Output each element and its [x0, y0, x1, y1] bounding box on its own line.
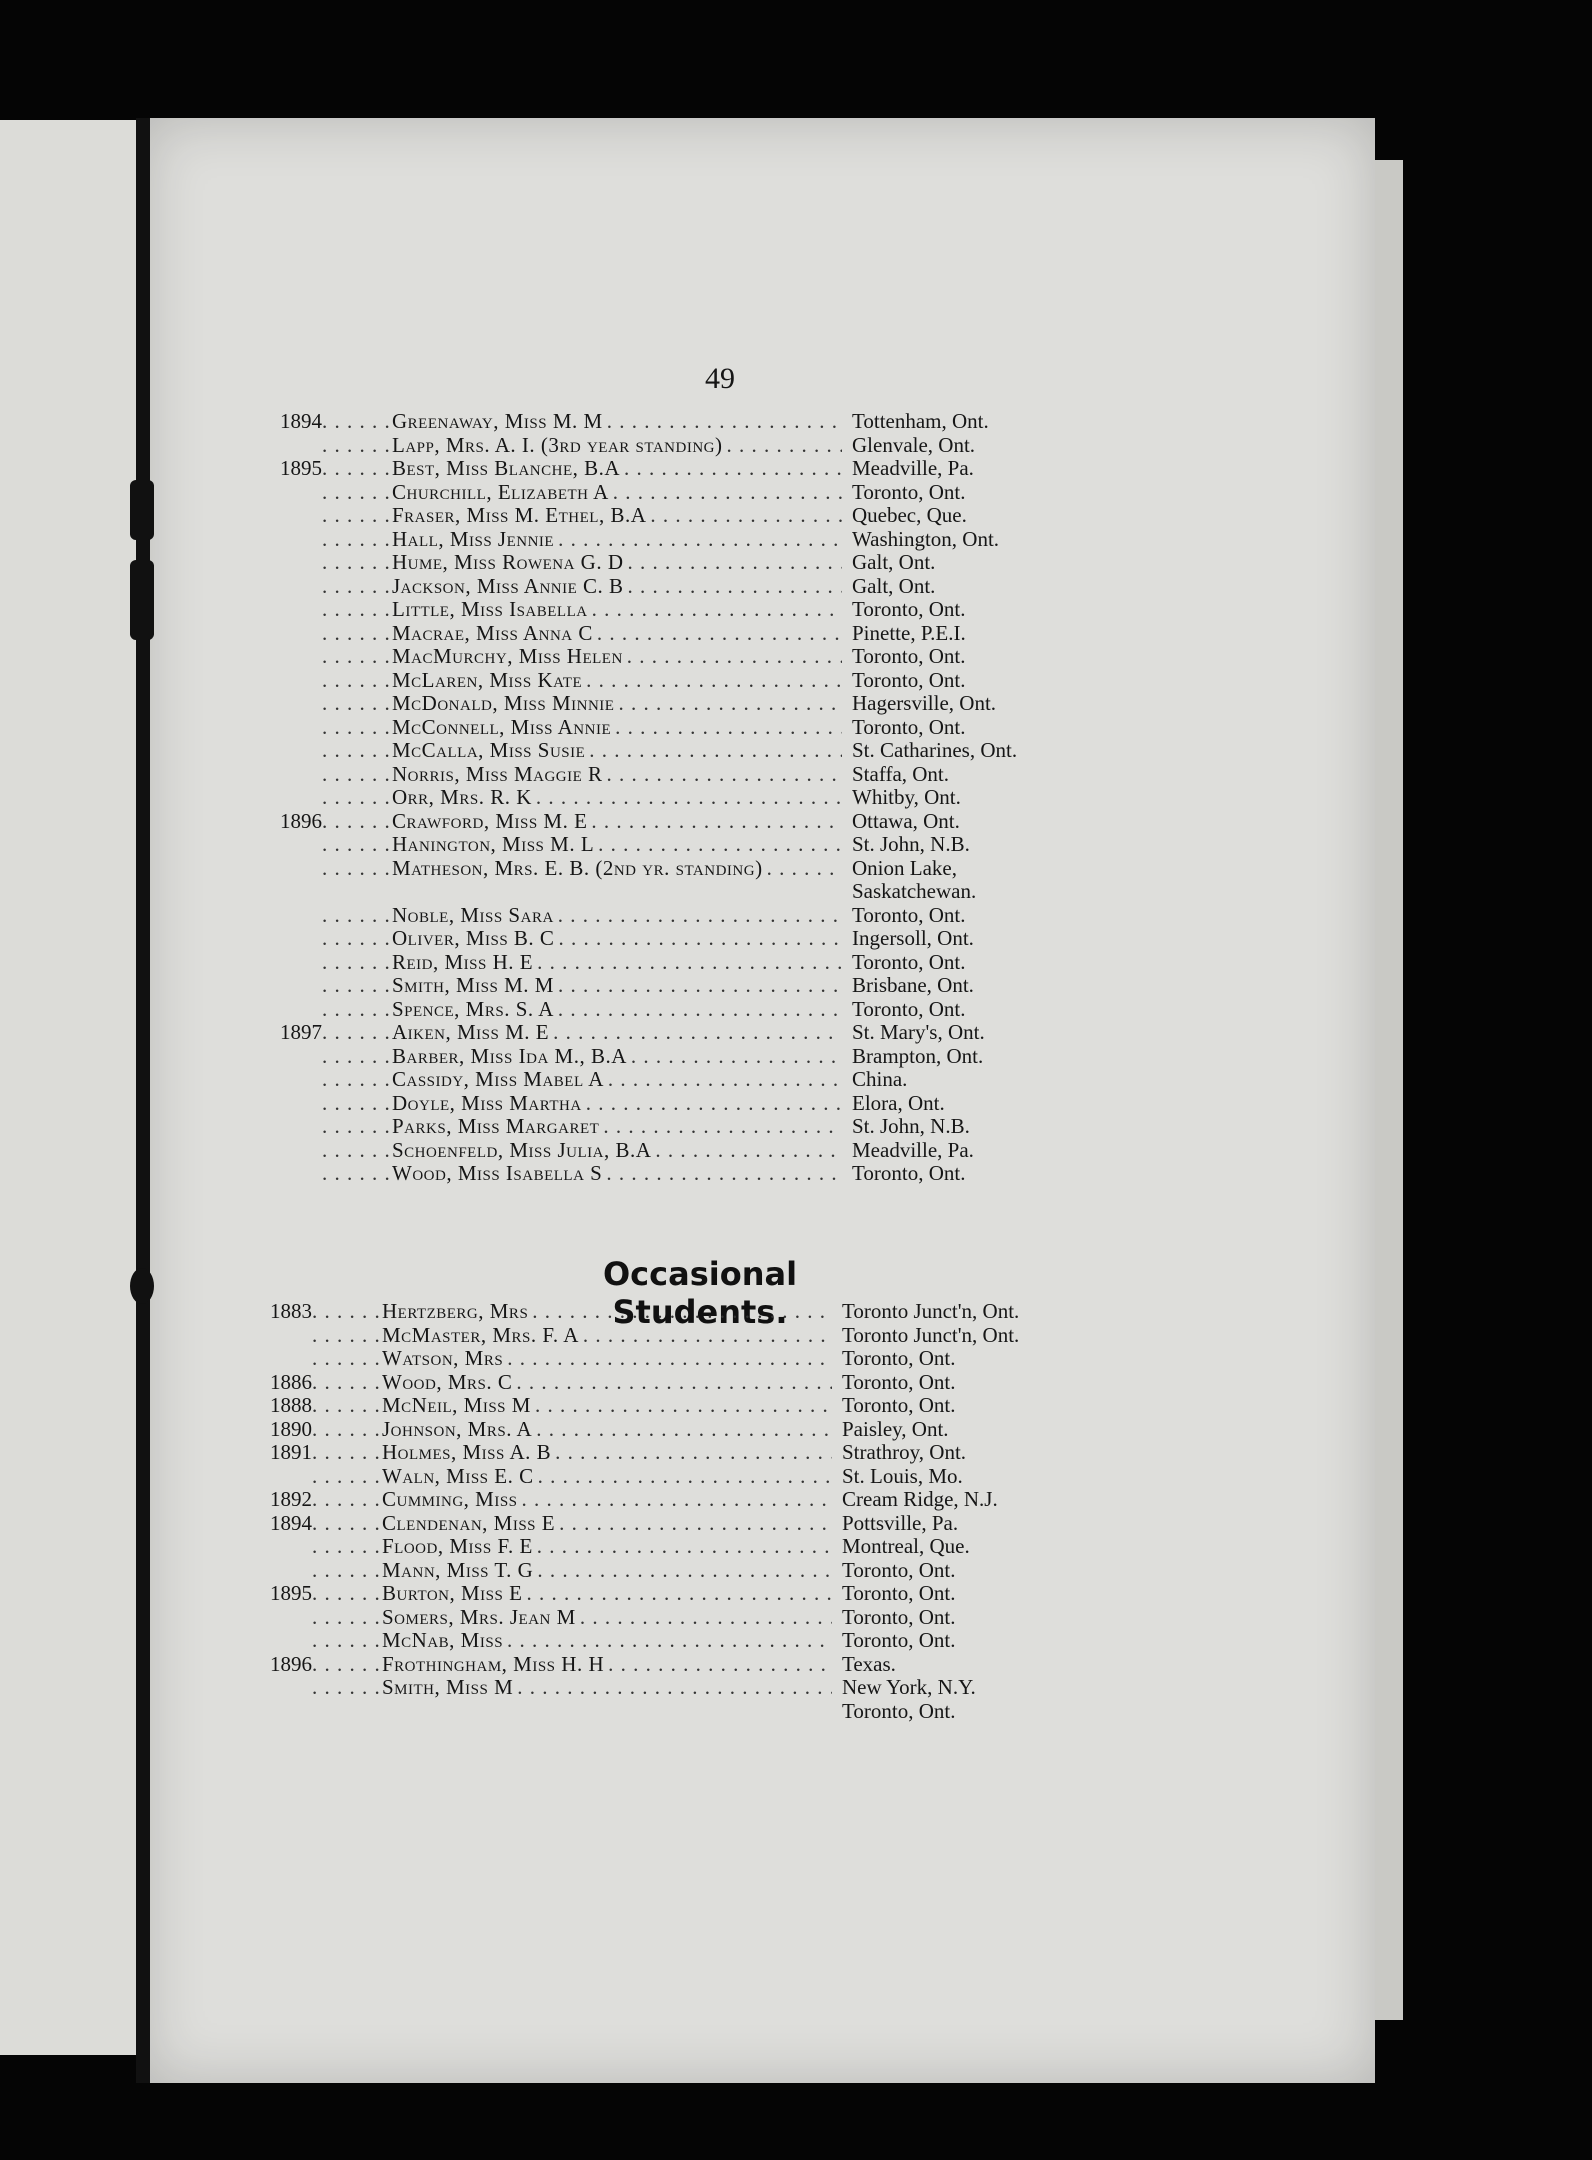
leader-dots: [322, 1092, 392, 1116]
list-item: [272, 974, 1092, 998]
entry-name: Johnson, Mrs. A: [382, 1416, 533, 1441]
leader-dots: [594, 833, 842, 857]
occasional-student-list: [262, 1300, 1082, 1723]
leader-dots: [602, 1162, 842, 1186]
entry-name: Macrae, Miss Anna C: [392, 620, 593, 645]
leader-dots: [551, 1441, 832, 1465]
entry-name: Spence, Mrs. S. A: [392, 996, 554, 1021]
list-item: [272, 669, 1092, 693]
entry-name: Lapp, Mrs. A. I. (3rd year standing): [392, 432, 723, 457]
list-item: [272, 622, 1092, 646]
entry-place: Cream Ridge, N.J.: [842, 1487, 998, 1511]
leader-dots: [322, 739, 392, 763]
entry-year: 1892: [270, 1487, 312, 1511]
list-item: [262, 1300, 1082, 1324]
entry-name: Little, Miss Isabella: [392, 597, 588, 621]
leader-dots: [322, 528, 392, 552]
entry-name: McLaren, Miss Kate: [392, 667, 583, 692]
leader-dots: [312, 1371, 382, 1395]
leader-dots: [554, 904, 842, 928]
entry-place: China.: [852, 1067, 908, 1091]
leader-dots: [554, 974, 842, 998]
leader-dots: [312, 1418, 382, 1442]
entry-name: Cumming, Miss: [382, 1487, 518, 1511]
leader-dots: [593, 622, 842, 646]
leader-dots: [579, 1324, 832, 1348]
entry-place: Elora, Ont.: [852, 1090, 945, 1115]
leader-dots: [585, 739, 842, 763]
leader-dots: [322, 810, 392, 834]
list-item: [272, 904, 1092, 928]
entry-name: Wood, Mrs. C: [382, 1369, 513, 1394]
entry-name: McDonald, Miss Minnie: [392, 691, 615, 715]
list-item: [262, 1371, 1082, 1395]
entry-name: Smith, Miss M: [382, 1675, 514, 1699]
leader-dots: [722, 434, 842, 458]
entry-name: Churchill, Elizabeth A: [392, 479, 609, 504]
leader-dots: [603, 763, 842, 787]
entry-place: Toronto, Ont.: [842, 1698, 956, 1723]
leader-dots: [322, 763, 392, 787]
list-item: [262, 1629, 1082, 1653]
entry-year: 1888: [270, 1393, 312, 1417]
leader-dots: [513, 1676, 832, 1700]
entry-place: Toronto, Ont.: [842, 1557, 956, 1582]
list-item: [262, 1582, 1082, 1606]
entry-place: Toronto, Ont.: [852, 902, 966, 927]
entry-name: Watson, Mrs: [382, 1346, 504, 1370]
leader-dots: [322, 410, 392, 434]
entry-year: 1895: [280, 456, 322, 480]
entry-year: 1896: [280, 808, 322, 833]
list-item: [272, 528, 1092, 552]
leader-dots: [512, 1371, 832, 1395]
entry-place: Toronto, Ont.: [852, 949, 966, 974]
entry-name: Barber, Miss Ida M., B.A: [392, 1043, 627, 1068]
entry-place: Hagersville, Ont.: [852, 691, 997, 715]
list-item: [262, 1347, 1082, 1371]
entry-name: Hertzberg, Mrs: [382, 1299, 529, 1323]
list-item: [272, 645, 1092, 669]
entry-place: Tottenham, Ont.: [852, 409, 989, 433]
list-item: [262, 1700, 1082, 1724]
leader-dots: [623, 645, 842, 669]
entry-place: Toronto, Ont.: [852, 479, 966, 504]
entry-name: Schoenfeld, Miss Julia, B.A: [392, 1137, 652, 1162]
leader-dots: [322, 1162, 392, 1186]
entry-place: Saskatchewan.: [852, 879, 977, 903]
entry-place: Pottsville, Pa.: [842, 1510, 959, 1535]
entry-year: 1897: [280, 1020, 322, 1044]
entry-name: Wood, Miss Isabella S: [392, 1161, 603, 1185]
leader-dots: [528, 1300, 832, 1324]
entry-year: 1894: [270, 1510, 312, 1535]
leader-dots: [534, 1465, 832, 1489]
list-item: [272, 481, 1092, 505]
list-item: [272, 857, 1092, 881]
leader-dots: [322, 716, 392, 740]
leader-dots: [312, 1300, 382, 1324]
leader-dots: [322, 857, 392, 881]
leader-dots: [603, 410, 842, 434]
entry-name: Hanington, Miss M. L: [392, 832, 595, 856]
leader-dots: [620, 457, 842, 481]
leader-dots: [322, 504, 392, 528]
list-item: [272, 1021, 1092, 1045]
leader-dots: [312, 1606, 382, 1630]
leader-dots: [533, 1535, 832, 1559]
entry-year: 1883: [270, 1299, 312, 1323]
leader-dots: [604, 1653, 832, 1677]
list-item: [272, 410, 1092, 434]
list-item: [262, 1512, 1082, 1536]
list-item: [272, 598, 1092, 622]
entry-name: Smith, Miss M. M: [392, 973, 554, 997]
list-item: [272, 998, 1092, 1022]
leader-dots: [533, 1559, 832, 1583]
entry-place: Toronto, Ont.: [842, 1393, 956, 1417]
entry-place: Toronto, Ont.: [842, 1604, 956, 1629]
entry-year: 1886: [270, 1369, 312, 1394]
entry-place: Ingersoll, Ont.: [852, 926, 974, 950]
entry-name: Burton, Miss E: [382, 1581, 523, 1605]
entry-name: Cassidy, Miss Mabel A: [392, 1067, 604, 1091]
entry-place: Toronto, Ont.: [852, 644, 966, 668]
leader-dots: [582, 669, 842, 693]
entry-place: Galt, Ont.: [852, 573, 936, 598]
entry-place: St. Mary's, Ont.: [852, 1020, 985, 1044]
entry-name: Frothingham, Miss H. H: [382, 1651, 605, 1676]
entry-name: McNeil, Miss M: [382, 1393, 531, 1417]
leader-dots: [322, 1115, 392, 1139]
leader-dots: [322, 951, 392, 975]
leader-dots: [533, 951, 842, 975]
leader-dots: [322, 551, 392, 575]
entry-name: Fraser, Miss M. Ethel, B.A: [392, 503, 647, 527]
leader-dots: [518, 1488, 832, 1512]
leader-dots: [611, 716, 842, 740]
leader-dots: [646, 504, 842, 528]
entry-name: Holmes, Miss A. B: [382, 1440, 552, 1464]
list-item: [272, 551, 1092, 575]
entry-year: 1890: [270, 1416, 312, 1441]
list-item: [272, 1162, 1092, 1186]
list-item: [272, 692, 1092, 716]
leader-dots: [322, 904, 392, 928]
list-item: [272, 786, 1092, 810]
list-item: [262, 1653, 1082, 1677]
entry-name: Somers, Mrs. Jean M: [382, 1604, 576, 1629]
entry-name: Parks, Miss Margaret: [392, 1114, 600, 1138]
list-item: [272, 810, 1092, 834]
leader-dots: [322, 786, 392, 810]
leader-dots: [763, 857, 842, 881]
leader-dots: [322, 434, 392, 458]
leader-dots: [312, 1441, 382, 1465]
entry-place: Toronto, Ont.: [852, 1161, 966, 1185]
list-item: [262, 1676, 1082, 1700]
leader-dots: [312, 1559, 382, 1583]
leader-dots: [549, 1021, 842, 1045]
leader-dots: [322, 575, 392, 599]
entry-place: Galt, Ont.: [852, 550, 936, 574]
leader-dots: [614, 692, 842, 716]
leader-dots: [503, 1347, 832, 1371]
entry-name: Best, Miss Blanche, B.A: [392, 456, 621, 480]
entry-place: St. John, N.B.: [852, 1114, 970, 1138]
leader-dots: [322, 645, 392, 669]
entry-place: Toronto, Ont.: [842, 1628, 956, 1652]
list-item: [272, 833, 1092, 857]
entry-name: Mann, Miss T. G: [382, 1557, 534, 1582]
leader-dots: [312, 1676, 382, 1700]
list-item: [272, 951, 1092, 975]
entry-place: Meadville, Pa.: [852, 456, 974, 480]
leader-dots: [588, 598, 842, 622]
leader-dots: [312, 1394, 382, 1418]
entry-place: Toronto Junct'n, Ont.: [842, 1322, 1020, 1347]
leader-dots: [582, 1092, 842, 1116]
entry-name: Orr, Mrs. R. K: [392, 785, 532, 809]
entry-place: Toronto, Ont.: [852, 667, 966, 692]
list-item: [272, 1068, 1092, 1092]
list-item: [262, 1488, 1082, 1512]
section-title: Occasional Students.: [602, 1255, 798, 1331]
leader-dots: [312, 1347, 382, 1371]
list-item: [272, 457, 1092, 481]
entry-name: Oliver, Miss B. C: [392, 926, 555, 950]
entry-place: St. John, N.B.: [852, 832, 970, 856]
entry-place: Paisley, Ont.: [842, 1416, 949, 1441]
leader-dots: [555, 1512, 832, 1536]
entry-year: 1895: [270, 1581, 312, 1605]
leader-dots: [503, 1629, 832, 1653]
leader-dots: [322, 927, 392, 951]
entry-year: 1894: [280, 409, 322, 433]
list-item: [272, 504, 1092, 528]
list-item: [272, 1045, 1092, 1069]
leader-dots: [322, 1068, 392, 1092]
leader-dots: [322, 692, 392, 716]
leader-dots: [312, 1465, 382, 1489]
leader-dots: [522, 1582, 832, 1606]
leader-dots: [312, 1535, 382, 1559]
leader-dots: [312, 1512, 382, 1536]
list-item: [262, 1465, 1082, 1489]
leader-dots: [322, 598, 392, 622]
entry-place: Toronto, Ont.: [852, 714, 966, 739]
entry-name: McMaster, Mrs. F. A: [382, 1322, 579, 1347]
list-item: [262, 1535, 1082, 1559]
leader-dots: [604, 1068, 842, 1092]
list-item: [272, 1092, 1092, 1116]
list-item: [272, 434, 1092, 458]
leader-dots: [599, 1115, 842, 1139]
leader-dots: [554, 998, 842, 1022]
entry-place: Pinette, P.E.I.: [852, 620, 966, 645]
list-item: [262, 1606, 1082, 1630]
leader-dots: [322, 1139, 392, 1163]
entry-place: New York, N.Y.: [842, 1675, 976, 1699]
leader-dots: [312, 1653, 382, 1677]
entry-place: Toronto, Ont.: [842, 1346, 956, 1370]
entry-name: Flood, Miss F. E: [382, 1534, 533, 1558]
list-item: [262, 1559, 1082, 1583]
entry-year: 1891: [270, 1440, 312, 1464]
list-item: [272, 716, 1092, 740]
leader-dots: [312, 1324, 382, 1348]
entry-place: Toronto Junct'n, Ont.: [842, 1299, 1020, 1323]
leader-dots: [322, 1021, 392, 1045]
entry-place: Toronto, Ont.: [852, 597, 966, 621]
entry-place: Washington, Ont.: [852, 526, 1000, 551]
list-item: [262, 1441, 1082, 1465]
entry-place: Meadville, Pa.: [852, 1137, 974, 1162]
entry-place: Toronto, Ont.: [842, 1369, 956, 1394]
leader-dots: [532, 1418, 832, 1442]
leader-dots: [312, 1629, 382, 1653]
leader-dots: [609, 481, 842, 505]
entry-name: McNab, Miss: [382, 1628, 504, 1652]
leader-dots: [624, 575, 842, 599]
entry-place: Montreal, Que.: [842, 1534, 970, 1558]
entry-place: Ottawa, Ont.: [852, 808, 960, 833]
entry-place: Glenvale, Ont.: [852, 432, 976, 457]
entry-place: Toronto, Ont.: [852, 996, 966, 1021]
leader-dots: [322, 998, 392, 1022]
list-item: [262, 1418, 1082, 1442]
entry-place: Toronto, Ont.: [842, 1581, 956, 1605]
entry-name: Doyle, Miss Martha: [392, 1090, 582, 1115]
entry-name: Crawford, Miss M. E: [392, 808, 588, 833]
leader-dots: [322, 457, 392, 481]
leader-dots: [531, 1394, 832, 1418]
entry-place: Brisbane, Ont.: [852, 973, 974, 997]
entry-place: St. Louis, Mo.: [842, 1463, 963, 1488]
entry-place: Onion Lake,: [852, 855, 957, 880]
list-item: [272, 1139, 1092, 1163]
entry-name: McConnell, Miss Annie: [392, 714, 612, 739]
entry-name: Matheson, Mrs. E. B. (2nd yr. standing): [392, 855, 763, 880]
entry-place: Brampton, Ont.: [852, 1043, 984, 1068]
list-item: [272, 1115, 1092, 1139]
leader-dots: [624, 551, 842, 575]
student-list: [272, 410, 1092, 1186]
entry-place: St. Catharines, Ont.: [852, 738, 1018, 762]
leader-dots: [322, 669, 392, 693]
entry-place: Strathroy, Ont.: [842, 1440, 967, 1464]
entry-name: Clendenan, Miss E: [382, 1510, 556, 1535]
list-item: [262, 1394, 1082, 1418]
list-item: [272, 739, 1092, 763]
leader-dots: [587, 810, 842, 834]
entry-name: McCalla, Miss Susie: [392, 738, 586, 762]
leader-dots: [627, 1045, 842, 1069]
entry-name: Jackson, Miss Annie C. B: [392, 573, 624, 598]
leader-dots: [532, 786, 842, 810]
leader-dots: [651, 1139, 842, 1163]
entry-name: Hall, Miss Jennie: [392, 526, 555, 551]
page-number: 49: [705, 362, 735, 395]
leader-dots: [322, 833, 392, 857]
entry-place: Texas.: [842, 1651, 896, 1676]
leader-dots: [576, 1606, 832, 1630]
leader-dots: [322, 974, 392, 998]
leader-dots: [312, 1488, 382, 1512]
entry-name: Reid, Miss H. E: [392, 949, 534, 974]
entry-place: Staffa, Ont.: [852, 761, 950, 786]
leader-dots: [322, 1045, 392, 1069]
list-item: [272, 763, 1092, 787]
entry-name: Hume, Miss Rowena G. D: [392, 550, 624, 574]
list-item: [272, 575, 1092, 599]
leader-dots: [554, 927, 842, 951]
entry-name: Noble, Miss Sara: [392, 902, 554, 927]
entry-name: Waln, Miss E. C: [382, 1463, 534, 1488]
entry-name: Aiken, Miss M. E: [392, 1020, 550, 1044]
leader-dots: [322, 622, 392, 646]
entry-place: Quebec, Que.: [852, 503, 967, 527]
entry-year: 1896: [270, 1651, 312, 1676]
list-item: [272, 880, 1092, 904]
leader-dots: [312, 1582, 382, 1606]
list-item: [262, 1324, 1082, 1348]
entry-name: Greenaway, Miss M. M: [392, 409, 603, 433]
entry-place: Whitby, Ont.: [852, 785, 961, 809]
entry-name: Norris, Miss Maggie R: [392, 761, 603, 786]
entry-name: MacMurchy, Miss Helen: [392, 644, 623, 668]
leader-dots: [554, 528, 842, 552]
leader-dots: [322, 481, 392, 505]
list-item: [272, 927, 1092, 951]
